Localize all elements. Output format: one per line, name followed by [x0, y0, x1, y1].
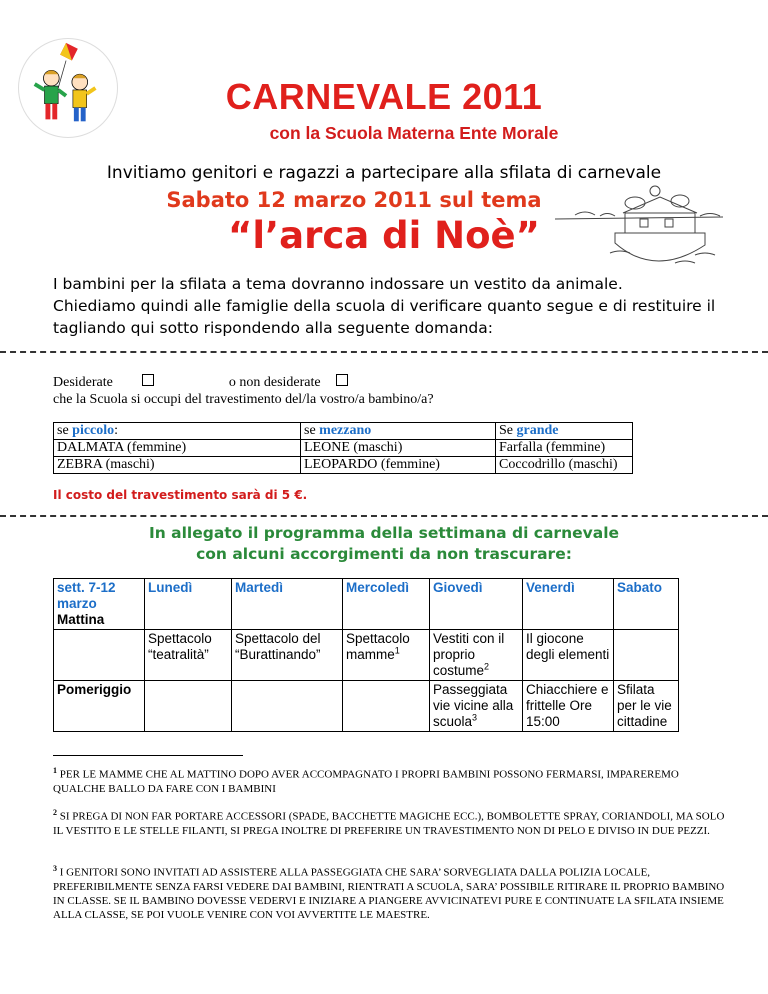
size-header-mezzano — [301, 423, 496, 440]
schedule-cell: Chiacchiere e frittelle Ore 15:00 — [523, 681, 614, 732]
schedule-cell — [343, 681, 430, 732]
schedule-cell: Sfilata per le vie cittadine — [614, 681, 679, 732]
intro-line: I bambini per la sfilata a tema dovranno indossare un vestito da animale. — [53, 275, 623, 293]
size-prefix: Se — [499, 423, 517, 438]
attachment-line: In allegato il programma della settimana di carnevale — [148, 524, 620, 542]
footnote-ref: 1 — [394, 645, 400, 656]
footnote-separator — [53, 755, 243, 756]
size-header-piccolo — [54, 423, 301, 440]
footnote-1 — [53, 764, 733, 796]
footnote-number: 1 — [53, 766, 57, 775]
week-label: sett. 7-12 marzo — [57, 580, 116, 611]
day-header: Lunedì — [145, 579, 232, 630]
day-header: Giovedì — [430, 579, 523, 630]
schedule-cell — [614, 630, 679, 681]
schedule-cell: Spettacolo “teatralità” — [145, 630, 232, 681]
cut-line — [0, 515, 768, 517]
costume-cell: LEOPARDO (femmine) — [301, 457, 496, 474]
noah-ark-drawing — [555, 183, 723, 283]
schedule-cell — [430, 630, 523, 681]
costume-cell: ZEBRA (maschi) — [54, 457, 301, 474]
schedule-cell-text: Spettacolo mamme — [346, 631, 410, 662]
schedule-cell-text: Passeggiata vie vicine alla scuola — [433, 682, 514, 729]
schedule-cell — [232, 681, 343, 732]
non-desiderate-checkbox[interactable] — [336, 374, 348, 386]
intro-line: tagliando qui sotto rispondendo alla seguente domanda: — [53, 319, 493, 337]
schedule-cell — [343, 630, 430, 681]
desiderate-label: Desiderate — [53, 375, 113, 390]
morning-row-label — [54, 630, 145, 681]
costume-table — [53, 422, 633, 474]
schedule-cell: Il giocone degli elementi — [523, 630, 614, 681]
costume-cell: Farfalla (femmine) — [496, 440, 633, 457]
invite-text: Invitiamo genitori e ragazzi a partecipare alla sfilata di carnevale — [106, 163, 662, 183]
size-prefix: se — [304, 423, 320, 438]
intro-line: Chiediamo quindi alle famiglie della scuola di verificare quanto segue e di restituire il — [53, 297, 716, 315]
costume-cell: DALMATA (femmine) — [54, 440, 301, 457]
size-header-grande — [496, 423, 633, 440]
attachment-heading — [0, 523, 768, 565]
footnote-2 — [53, 806, 733, 838]
day-header: Martedì — [232, 579, 343, 630]
size-name: grande — [516, 423, 559, 438]
cut-line — [0, 351, 768, 353]
size-prefix: se — [57, 423, 73, 438]
size-name: mezzano — [319, 423, 372, 438]
footnote-ref: 3 — [472, 712, 478, 723]
desiderate-checkbox[interactable] — [142, 374, 154, 386]
page-title: CARNEVALE 2011 — [225, 76, 543, 117]
choice-row — [53, 374, 348, 391]
intro-paragraph — [53, 273, 733, 339]
footnote-number: 3 — [53, 864, 57, 873]
morning-label: Mattina — [57, 612, 105, 627]
footnote-text: PER LE MAMME CHE AL MATTINO DOPO AVER ACCOMPAGNATO I PROPRI BAMBINI POSSONO FERMARSI, IMPAREREMO QUALCHE BALLO DA FARE CON I BAMBINI — [53, 768, 679, 795]
footnote-number: 2 — [53, 808, 57, 817]
cost-note: Il costo del travestimento sarà di 5 €. — [53, 488, 308, 502]
day-header: Mercoledì — [343, 579, 430, 630]
costume-cell: Coccodrillo (maschi) — [496, 457, 633, 474]
size-name: piccolo — [72, 423, 115, 438]
event-theme: “l’arca di Noè” — [228, 214, 540, 257]
page-subtitle: con la Scuola Materna Ente Morale — [269, 123, 559, 143]
non-desiderate-label: o non desiderate — [228, 375, 321, 390]
size-suffix: : — [114, 423, 119, 438]
schedule-cell-text: Vestiti con il proprio costume — [433, 631, 505, 678]
afternoon-label: Pomeriggio — [54, 681, 145, 732]
choice-question: che la Scuola si occupi del travestimento del/la vostro/a bambino/a? — [53, 392, 434, 407]
schedule-cell — [430, 681, 523, 732]
attachment-line: con alcuni accorgimenti da non trascurare: — [196, 545, 572, 563]
schedule-cell — [145, 681, 232, 732]
footnote-ref: 2 — [484, 661, 490, 672]
schedule-cell: Spettacolo del “Burattinando” — [232, 630, 343, 681]
event-date: Sabato 12 marzo 2011 sul tema — [166, 188, 542, 212]
footnote-3 — [53, 862, 733, 922]
footnote-text: I GENITORI SONO INVITATI AD ASSISTERE ALLA PASSEGGIATA CHE SARA’ SORVEGLIATA DALLA POLIZIA LOCALE, PREFERIBILMENTE SENZA FARSI VEDERE DAI BAMBINI, RIENTRATI A SCUOLA, SARA’ POSSIBILE RITIRARE IL PROPRIO BAMBINO IN CLASSE. SE IL BAMBINO DOVESSE VEDERVI E INIZIARE A PIANGERE AVVICINATEVI PURE E CONTINUATE LA SFILATA INSIEME ALLA CLASSE, SE POI VUOLE VENIRE CON VOI AVVERTITE LE MAESTRE. — [53, 866, 725, 921]
day-header: Venerdì — [523, 579, 614, 630]
day-header: Sabato — [614, 579, 679, 630]
footnote-text: SI PREGA DI NON FAR PORTARE ACCESSORI (SPADE, BACCHETTE MAGICHE ECC.), BOMBOLETTE SPRAY, CORIANDOLI, MA SOLO IL VESTITO E LE STELLE FILANTI, SI PREGA INOLTRE DI PREFERIRE UN TRAVESTIMENTO NON DI PELO E DIVISO IN DUE PEZZI. — [53, 810, 725, 837]
week-cell — [54, 579, 145, 630]
costume-cell: LEONE (maschi) — [301, 440, 496, 457]
schedule-table — [53, 578, 679, 732]
